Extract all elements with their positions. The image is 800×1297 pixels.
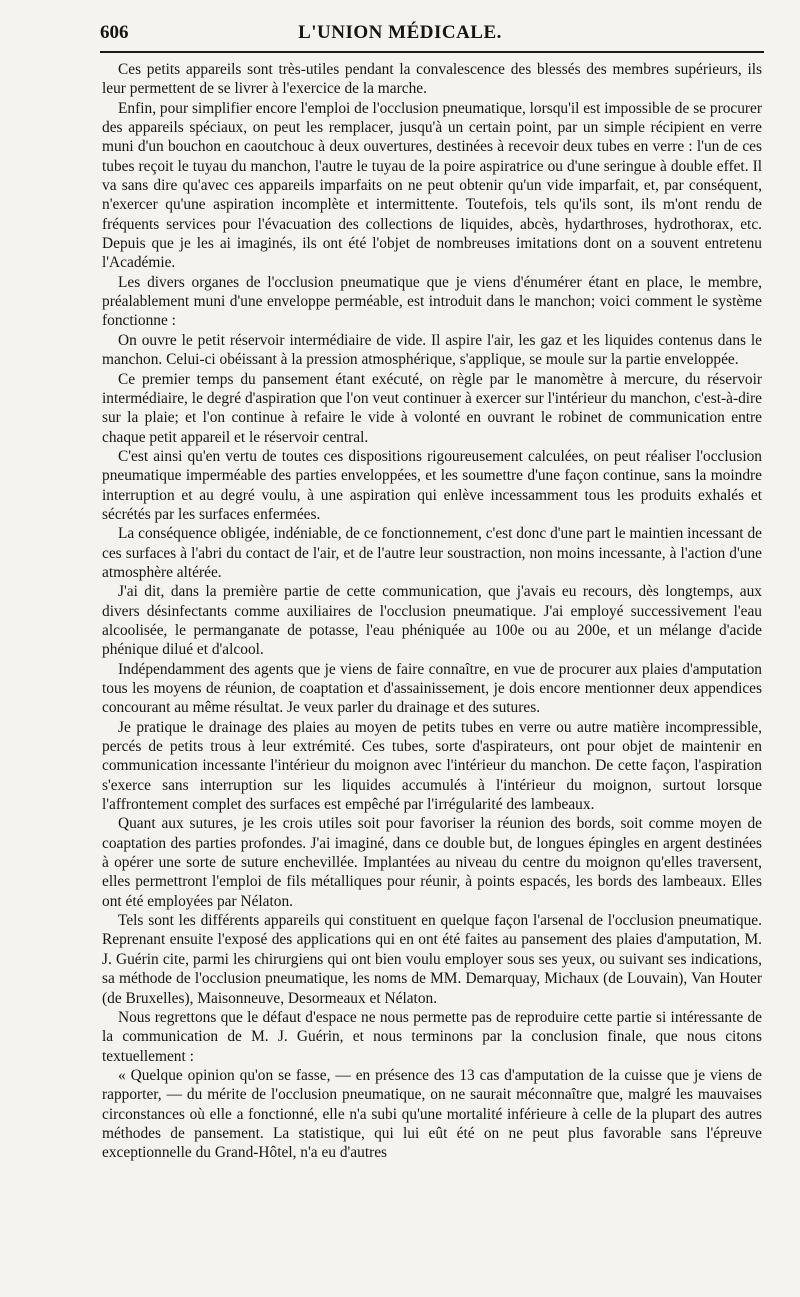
paragraph: On ouvre le petit réservoir intermédiaire de vide. Il aspire l'air, les gaz et les liquides contenus dans le manchon. Celui-ci obéissant à la pression atmosphérique, s'applique, se moule sur la partie enveloppée. [102, 331, 762, 369]
paragraph: Tels sont les différents appareils qui constituent en quelque façon l'arsenal de l'occlusion pneumatique. Reprenant ensuite l'exposé des applications qui en ont été faites au pansement des plaies d'amputation, M. J. Guérin cite, parmi les chirurgiens qui ont bien voulu employer sous ses yeux, ou suivant ses indications, sa méthode de l'occlusion pneumatique, les noms de MM. Demarquay, Michaux (de Louvain), Van Houter (de Bruxelles), Maisonneuve, Desormeaux et Nélaton. [102, 912, 762, 1007]
paragraph: Ces petits appareils sont très-utiles pendant la convalescence des blessés des membres supérieurs, ils leur permettent de se livrer à l'exercice de la marche. [102, 61, 762, 98]
page-number: 606 [100, 22, 129, 43]
header-rule [100, 51, 764, 53]
paragraph: Indépendamment des agents que je viens de faire connaître, en vue de procurer aux plaies d'amputation tous les moyens de réunion, de coaptation et d'assainissement, je dois encore mentionner deux appendices concourant au même résultat. Je veux parler du drainage et des sutures. [102, 660, 762, 717]
journal-title: L'UNION MÉDICALE. [298, 22, 502, 43]
paragraph: Je pratique le drainage des plaies au moyen de petits tubes en verre ou autre matière incompressible, percés de petits trous à leur extrémité. Ces tubes, sorte d'aspirateurs, ont pour objet de maintenir en communication incessante l'intérieur du moignon avec l'intérieur du manchon. De cette façon, l'aspiration s'exerce sans interruption sur les liquides accumulés à l'intérieur du moignon, surtout lorsque l'affrontement complet des surfaces est empêché par l'irrégularité des lambeaux. [102, 718, 762, 814]
page-header [0, 12, 800, 52]
paragraph: La conséquence obligée, indéniable, de ce fonctionnement, c'est donc d'une part le maintien incessant de ces surfaces à l'abri du contact de l'air, et de l'autre leur soustraction, non moins incessante, à l'action d'une atmosphère altérée. [102, 525, 762, 581]
paragraph: C'est ainsi qu'en vertu de toutes ces dispositions rigoureusement calculées, on peut réaliser l'occlusion pneumatique imperméable des parties enveloppées, et les soumettre d'une façon continue, sans la moindre interruption et au degré voulu, à une aspiration qui enlève incessamment tous les produits exhalés et sécrétés par les surfaces enfermées. [102, 447, 762, 523]
paragraph: Les divers organes de l'occlusion pneumatique que je viens d'énumérer étant en place, le membre, préalablement muni d'une enveloppe perméable, est introduit dans le manchon; voici comment le système fonctionne : [102, 273, 762, 330]
paragraph: Ce premier temps du pansement étant exécuté, on règle par le manomètre à mercure, du réservoir intermédiaire, le degré d'aspiration que l'on veut continuer à exercer sur l'intérieur du manchon, c'est-à-dire sur la plaie; et l'on continue à refaire le vide à volonté en ouvrant le robinet de communication entre chaque petit appareil et le réservoir central. [102, 370, 762, 446]
paragraph: Enfin, pour simplifier encore l'emploi de l'occlusion pneumatique, lorsqu'il est impossible de se procurer des appareils spéciaux, on peut les remplacer, jusqu'à un certain point, par un simple récipient en verre muni d'un bouchon en caoutchouc à deux ouvertures, destinées à recevoir deux tubes en verre : l'un de ces tubes reçoit le tuyau du manchon, l'autre le tuyau de la poire aspiratrice ou d'une seringue à double effet. Il va sans dire qu'avec ces appareils imparfaits on ne peut obtenir qu'un vide imparfait, et, par conséquent, n'exercer qu'une aspiration incomplète et intermittente. Toutefois, tels qu'ils sont, ils m'ont rendu de fréquents services pour l'évacuation des collections de liquides, abcès, hydarthroses, hydrothorax, etc. Depuis que je les ai imaginés, ils ont été l'objet de nombreuses imitations dont on a souvent entretenu l'Académie. [102, 99, 762, 272]
paragraph: Nous regrettons que le défaut d'espace ne nous permette pas de reproduire cette partie si intéressante de la communication de M. J. Guérin, et nous terminons par la conclusion finale, que nous citons textuellement : [102, 1008, 762, 1065]
paragraph: « Quelque opinion qu'on se fasse, — en présence des 13 cas d'amputation de la cuisse que je viens de rapporter, — du mérite de l'occlusion pneumatique, on ne saurait méconnaître que, malgré les mauvaises circonstances où elle a fonctionné, elle n'a subi qu'une mortalité inférieure à celle de la plupart des autres méthodes de pansement. La statistique, qui lui eût été on ne peut plus favorable sans l'épreuve exceptionnelle du Grand-Hôtel, n'a eu d'autres [102, 1066, 762, 1162]
body-text [102, 60, 762, 1288]
paragraph: Quant aux sutures, je les crois utiles soit pour favoriser la réunion des bords, soit comme moyen de coaptation des parties profondes. J'ai imaginé, dans ce double but, de longues épingles en argent destinées à opérer une sorte de suture enchevillée. Implantées au niveau du centre du moignon qu'elles traversent, elles permettront l'emploi de fils métalliques pour réunir, à points espacés, les bords des lambeaux. Elles ont été employées par Nélaton. [102, 815, 762, 910]
paragraph: J'ai dit, dans la première partie de cette communication, que j'avais eu recours, dès longtemps, aux divers désinfectants comme auxiliaires de l'occlusion pneumatique. J'ai employé successivement l'eau alcoolisée, le permanganate de potasse, l'eau phéniquée au 100e ou au 200e, et un mélange d'acide phénique dilué et d'alcool. [102, 583, 762, 659]
